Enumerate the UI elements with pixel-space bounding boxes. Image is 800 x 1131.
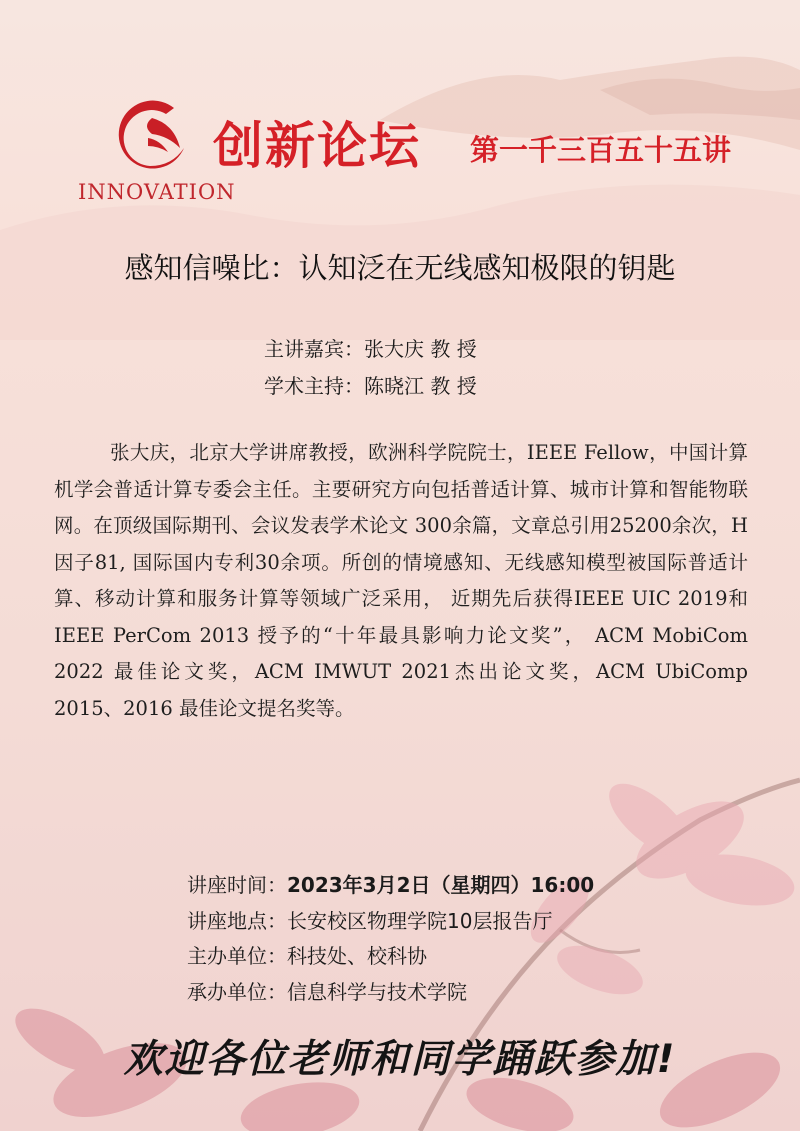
host-label: 学术主持： [264, 374, 364, 398]
event-info [187, 868, 594, 1010]
time-row [187, 868, 594, 904]
organizer-label: 主办单位： [187, 944, 287, 968]
logo-text: INNOVATION [78, 180, 236, 204]
speaker-label: 主讲嘉宾： [264, 337, 364, 361]
place-value: 长安校区物理学院10层报告厅 [287, 908, 553, 933]
innovation-logo-icon [102, 96, 202, 176]
undertaker-value: 信息科学与技术学院 [287, 979, 467, 1004]
place-label: 讲座地点： [187, 908, 287, 933]
people-block [264, 331, 477, 405]
speaker-value: 张大庆 教 授 [364, 337, 477, 361]
speaker-row [264, 331, 477, 368]
organizer-row [187, 939, 594, 975]
welcome-slogan: 欢迎各位老师和同学踊跃参加! [123, 1037, 677, 1082]
time-value: 2023年3月2日（星期四）16:00 [287, 873, 595, 897]
speaker-bio: 张大庆，北京大学讲席教授，欧洲科学院院士，IEEE Fellow，中国计算机学会普适计算专委会主任。主要研究方向包括普适计算、城市计算和智能物联网。在顶级国际期刊、会议发表学术论文 300余篇，文章总引用25200余次，H因子81, 国际国内专利30余项。所创的情境感知、无线感知模型被国际普适计算、移动计算和服务计算等领域广泛采用， 近期先后获得IEEE UIC 2019和IEEE PerCom 2013 授予的“十年最具影响力论文奖”， ACM MobiCom 2022 最佳论文奖，ACM IMWUT 2021杰出论文奖，ACM UbiComp 2015、2016 最佳论文提名奖等。 [54, 441, 748, 720]
host-value: 陈晓江 教 授 [364, 374, 477, 398]
place-row [187, 904, 594, 940]
lecture-number: 第一千三百五十五讲 [470, 133, 732, 167]
time-label: 讲座时间： [187, 873, 287, 897]
undertaker-row [187, 975, 594, 1011]
forum-title: 创新论坛 [213, 117, 421, 175]
host-row [264, 368, 477, 405]
talk-title: 感知信噪比：认知泛在无线感知极限的钥匙 [124, 251, 676, 285]
organizer-value: 科技处、校科协 [287, 944, 427, 968]
undertaker-label: 承办单位： [187, 979, 287, 1004]
